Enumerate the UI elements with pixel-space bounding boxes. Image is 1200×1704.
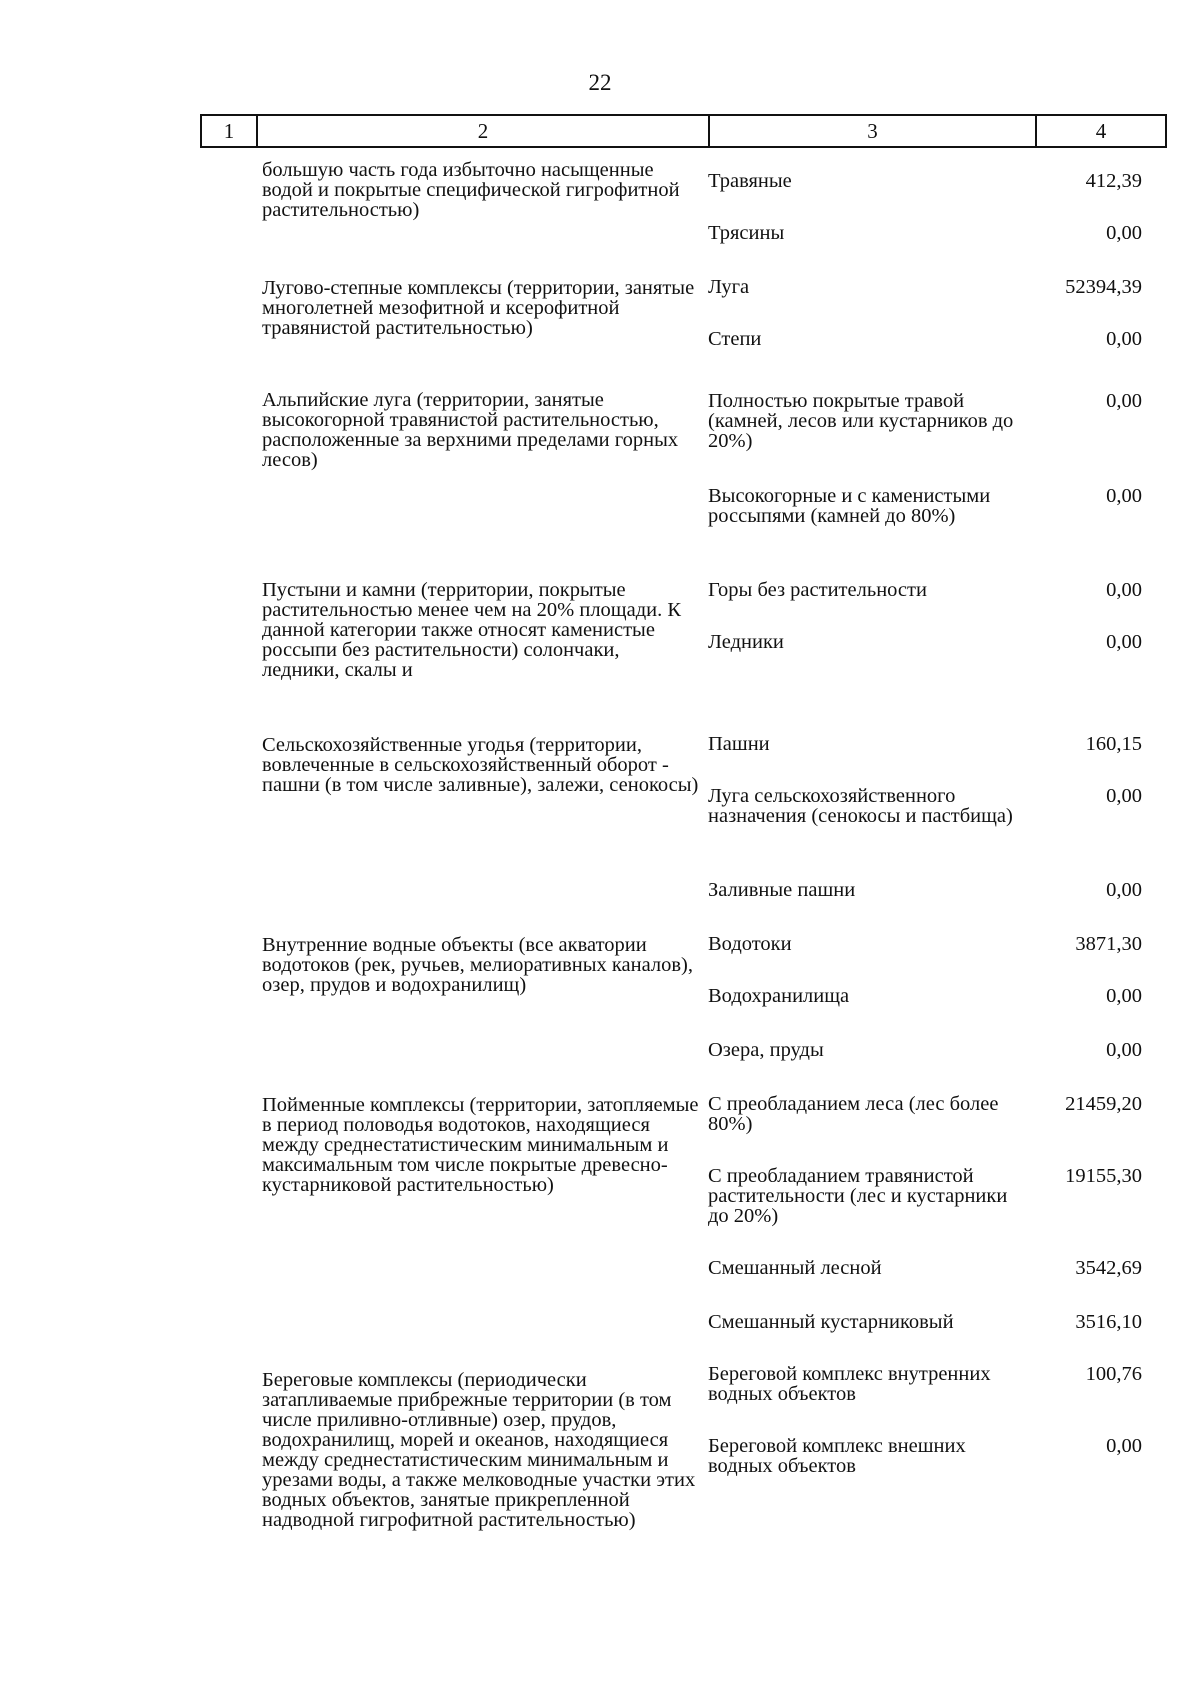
header-col-4: 4	[1035, 116, 1165, 146]
type-cell: Ледники	[708, 631, 784, 653]
type-cell: Полностью покрытые травой (камней, лесов или кустарников до 20%)	[708, 390, 1014, 452]
value-cell: 0,00	[1106, 1435, 1142, 1457]
header-col-2: 2	[256, 116, 708, 146]
value-cell: 0,00	[1106, 390, 1142, 412]
value-cell: 19155,30	[1065, 1165, 1142, 1187]
value-cell: 0,00	[1106, 222, 1142, 244]
type-cell: Смешанный лесной	[708, 1257, 882, 1279]
value-cell: 0,00	[1106, 785, 1142, 807]
type-cell: Водотоки	[708, 933, 792, 955]
category-cell: Сельскохозяйственные угодья (территории, вовлеченные в сельскохозяйственный оборот - пашни (в том числе заливные), залежи, сенокосы)	[262, 734, 699, 796]
type-cell: Береговой комплекс внешних водных объектов	[708, 1435, 966, 1477]
category-cell: Лугово-степные комплексы (территории, занятые многолетней мезофитной и ксерофитной травянистой растительностью)	[262, 277, 695, 339]
type-cell: Степи	[708, 328, 762, 350]
category-cell: Пойменные комплексы (территории, затопляемые в период половодья водотоков, находящиеся между среднестатистическим минимальным и максимальным том числе покрытые древесно-кустарниковой растительностью)	[262, 1094, 699, 1196]
type-cell: Смешанный кустарниковый	[708, 1311, 954, 1333]
type-cell: С преобладанием леса (лес более 80%)	[708, 1093, 999, 1135]
type-cell: Луга	[708, 276, 750, 298]
type-cell: Заливные пашни	[708, 879, 856, 901]
value-cell: 0,00	[1106, 631, 1142, 653]
type-cell: Горы без растительности	[708, 579, 927, 601]
value-cell: 412,39	[1085, 170, 1142, 192]
value-cell: 21459,20	[1065, 1093, 1142, 1115]
category-cell: Внутренние водные объекты (все акватории водотоков (рек, ручьев, мелиоративных каналов), озер, прудов и водохранилищ)	[262, 934, 694, 996]
table-header	[200, 114, 1167, 148]
value-cell: 3516,10	[1075, 1311, 1142, 1333]
header-col-1: 1	[223, 119, 235, 143]
type-cell: Озера, пруды	[708, 1039, 824, 1061]
type-cell: Водохранилища	[708, 985, 850, 1007]
category-cell: Пустыни и камни (территории, покрытые растительностью менее чем на 20% площади. К данной категории также относят каменистые россыпи без растительности) солончаки, ледники, скалы и	[262, 579, 682, 681]
value-cell: 52394,39	[1065, 276, 1142, 298]
category-cell: Альпийские луга (территории, занятые высокогорной травянистой растительностью, расположенные за верхними пределами горных лесов)	[262, 389, 679, 471]
page-number: 22	[588, 70, 612, 95]
value-cell: 3542,69	[1075, 1257, 1142, 1279]
type-cell: Луга сельскохозяйственного назначения (сенокосы и пастбища)	[708, 785, 1013, 827]
type-cell: Береговой комплекс внутренних водных объектов	[708, 1363, 991, 1405]
type-cell: Высокогорные и с каменистыми россыпями (камней до 80%)	[708, 485, 991, 527]
value-cell: 0,00	[1106, 485, 1142, 507]
category-cell: большую часть года избыточно насыщенные водой и покрытые специфической гигрофитной растительностью)	[262, 159, 680, 221]
type-cell: Пашни	[708, 733, 770, 755]
value-cell: 0,00	[1106, 879, 1142, 901]
value-cell: 0,00	[1106, 985, 1142, 1007]
value-cell: 3871,30	[1075, 933, 1142, 955]
type-cell: С преобладанием травянистой растительности (лес и кустарники до 20%)	[708, 1165, 1008, 1227]
value-cell: 0,00	[1106, 1039, 1142, 1061]
type-cell: Трясины	[708, 222, 785, 244]
value-cell: 0,00	[1106, 579, 1142, 601]
type-cell: Травяные	[708, 170, 792, 192]
category-cell: Береговые комплексы (периодически затапливаемые прибрежные территории (в том числе приливно-отливные) озер, прудов, водохранилищ, морей и океанов, находящиеся между среднестатистическим минимальным и урезами воды, а также мелководные участки этих водных объектов, занятые прикрепленной надводной гигрофитной растительностью)	[262, 1369, 696, 1531]
value-cell: 0,00	[1106, 328, 1142, 350]
value-cell: 160,15	[1085, 733, 1142, 755]
header-col-3: 3	[708, 116, 1035, 146]
value-cell: 100,76	[1085, 1363, 1142, 1385]
